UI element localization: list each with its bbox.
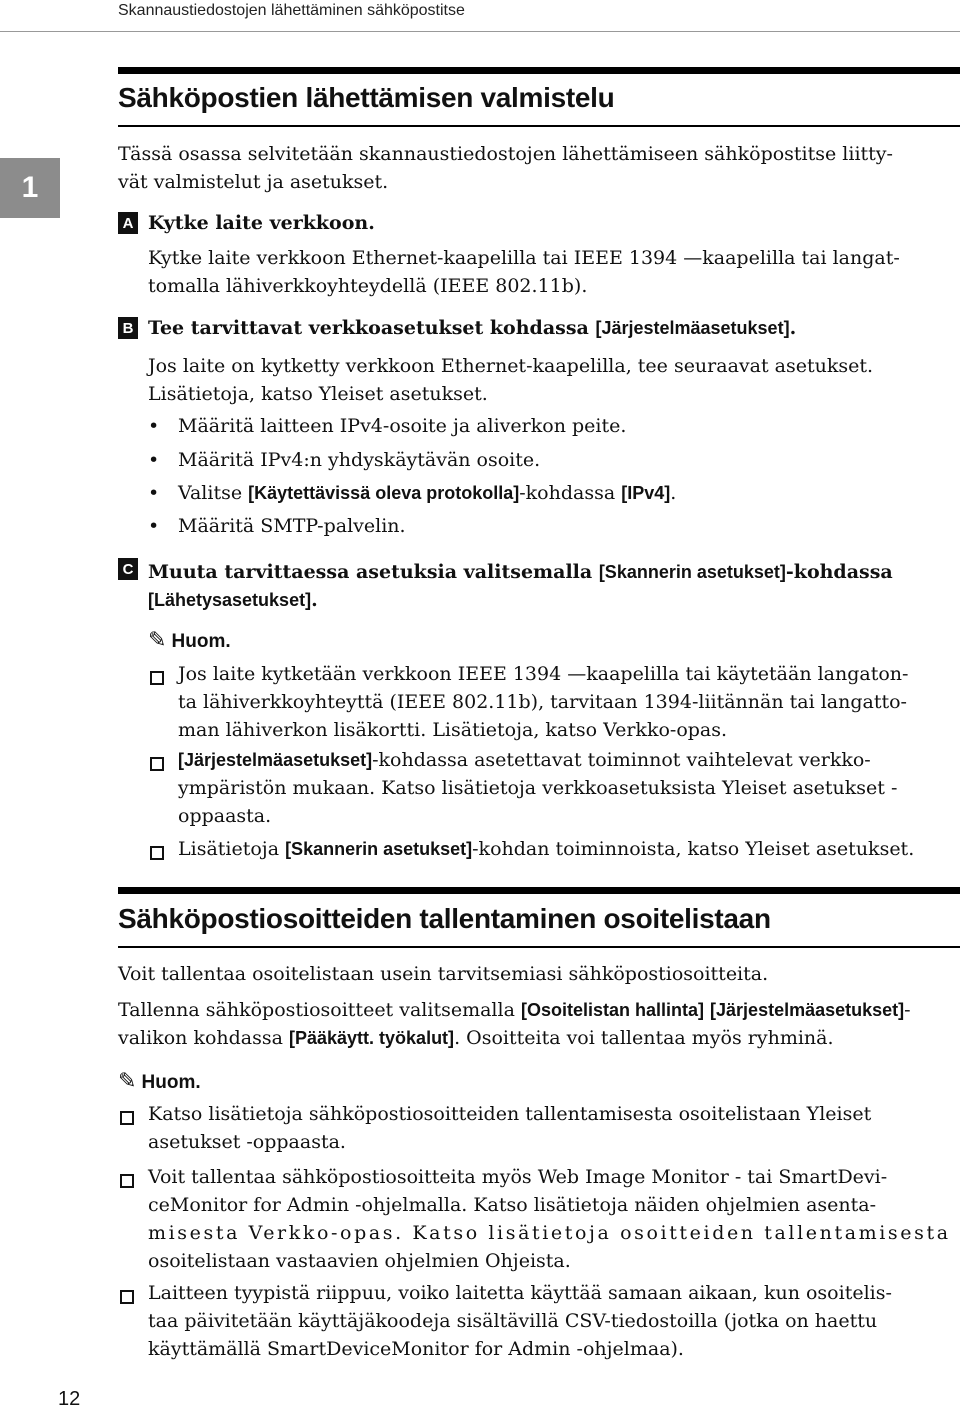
note-checkbox-icon: [150, 671, 164, 685]
list-item: • Määritä IPv4:n yhdyskäytävän osoite.: [148, 449, 541, 471]
step-title: Tee tarvittavat verkkoasetukset kohdassa [Järjestelmäasetukset].: [148, 317, 797, 339]
note-heading: ✎ Huom.: [118, 1069, 201, 1094]
section-rule: [118, 946, 960, 948]
note-item: Laitteen tyypistä riippuu, voiko laitetta käyttää samaan aikaan, kun osoitelis- taa päivitetään käyttäjäkoodeja sisältävillä CSV-tiedostoilla (jotka on haettu käyttämällä SmartDeviceMonitor for Admin -ohjelmaa).: [148, 1282, 892, 1360]
section-top-bar: [118, 67, 960, 74]
chapter-tab: 1: [0, 158, 60, 218]
note-item: [Järjestelmäasetukset]-kohdassa asetettavat toiminnot vaihtelevat verkko- ympäristön mukaan. Katso lisätietoja verkkoasetuksista Yleiset asetukset - oppaasta.: [178, 749, 898, 827]
note-checkbox-icon: [120, 1174, 134, 1188]
note-checkbox-icon: [150, 846, 164, 860]
note-item: Katso lisätietoja sähköpostiosoitteiden tallentamisesta osoitelistaan Yleiset asetukset -oppaasta.: [148, 1103, 872, 1153]
list-item: • Määritä laitteen IPv4-osoite ja aliverkon peite.: [148, 415, 627, 437]
step-marker: C: [118, 558, 138, 580]
section-rule: [118, 125, 960, 127]
note-item: Voit tallentaa sähköpostiosoitteita myös Web Image Monitor - tai SmartDevi- ceMonitor for Admin -ohjelmalla. Katso lisätietoja näiden ohjelmien asenta- misesta Verkko-opas. Katso lisätietoja osoitteiden tallentamisesta osoitelistaan vastaavien ohjelmien Ohjeista.: [148, 1166, 951, 1272]
note-checkbox-icon: [120, 1290, 134, 1304]
intro-paragraph: Tässä osassa selvitetään skannaustiedostojen lähettämiseen sähköpostitse liitty- vät valmistelut ja asetukset.: [118, 143, 893, 193]
menu-key: [Järjestelmäasetukset]: [595, 318, 790, 338]
note-item: Lisätietoja [Skannerin asetukset]-kohdan toiminnoista, katso Yleiset asetukset.: [178, 838, 915, 860]
paragraph: Tallenna sähköpostiosoitteet valitsemalla [Osoitelistan hallinta] [Järjestelmäasetukset]- valikon kohdassa [Pääkäytt. työkalut]. Osoitteita voi tallentaa myös ryhminä.: [118, 999, 911, 1049]
step-body: Kytke laite verkkoon Ethernet-kaapelilla tai IEEE 1394 —kaapelilla tai langat- tomalla lähiverkkoyhteydellä (IEEE 802.11b).: [148, 247, 900, 297]
note-item: Jos laite kytketään verkkoon IEEE 1394 —kaapelilla tai käytetään langaton- ta lähiverkkoyhteyttä (IEEE 802.11b), tarvitaan 1394-liitännän tai langatto- man lähiverkon lisäkortti. Lisätietoja, katso Verkko-opas.: [178, 663, 909, 741]
section-title: Sähköpostien lähettämisen valmistelu: [118, 82, 615, 113]
step-body: Jos laite on kytketty verkkoon Ethernet-kaapelilla, tee seuraavat asetukset. Lisätietoja, katso Yleiset asetukset.: [148, 355, 874, 405]
header-rule: [0, 31, 960, 32]
note-heading: ✎ Huom.: [148, 628, 231, 653]
step-marker: B: [118, 317, 138, 339]
list-item: • Määritä SMTP-palvelin.: [148, 515, 406, 537]
pencil-icon: ✎: [148, 628, 167, 653]
section-top-bar: [118, 887, 960, 894]
note-checkbox-icon: [120, 1111, 134, 1125]
step-title: Muuta tarvittaessa asetuksia valitsemalla [Skannerin asetukset]-kohdassa [Lähetysasetukset].: [148, 561, 893, 611]
step-title: Kytke laite verkkoon.: [148, 212, 375, 234]
section-title: Sähköpostiosoitteiden tallentaminen osoitelistaan: [118, 903, 771, 934]
pencil-icon: ✎: [118, 1069, 137, 1094]
step-marker: A: [118, 212, 138, 234]
note-checkbox-icon: [150, 757, 164, 771]
running-header: Skannaustiedostojen lähettäminen sähköpostitse: [118, 2, 465, 19]
page-number: 12: [58, 1388, 81, 1410]
paragraph: Voit tallentaa osoitelistaan usein tarvitsemiasi sähköpostiosoitteita.: [118, 963, 769, 985]
list-item: • Valitse [Käytettävissä oleva protokolla]-kohdassa [IPv4].: [148, 482, 677, 504]
